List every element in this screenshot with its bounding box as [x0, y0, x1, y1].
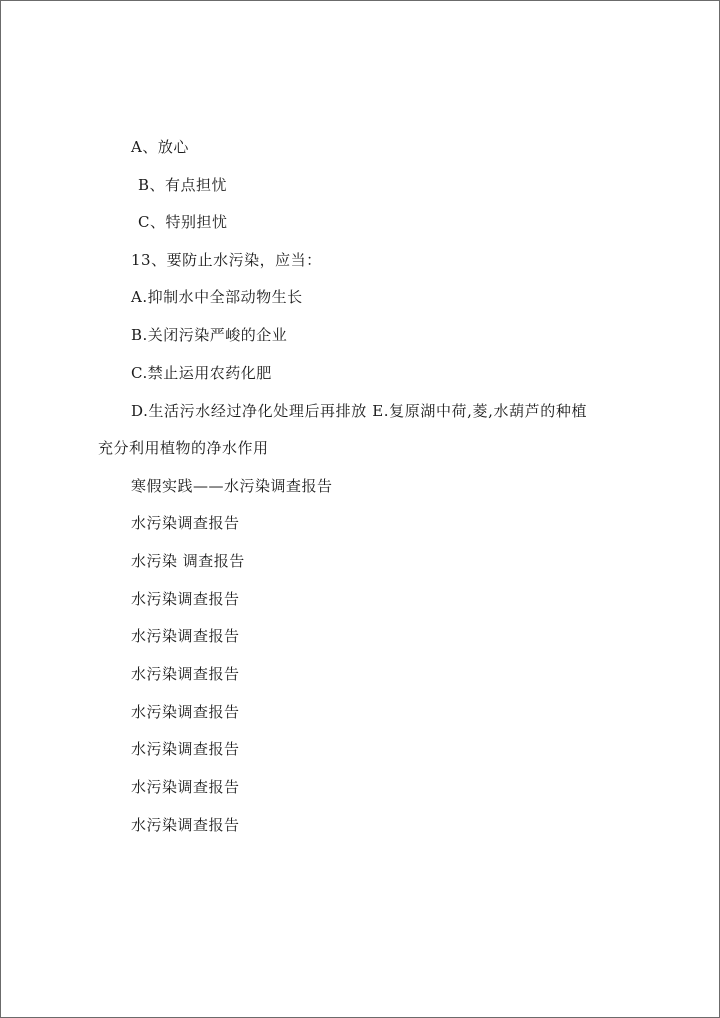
option-c: C、特别担忧	[138, 213, 228, 231]
report-title: 水污染调查报告	[131, 703, 240, 721]
report-title: 水污染调查报告	[131, 740, 240, 758]
report-title: 水污染调查报告	[131, 590, 240, 608]
question-13-choice-b: B.关闭污染严峻的企业	[131, 326, 288, 344]
report-title: 水污染 调查报告	[131, 552, 245, 570]
question-13-choice-a: A.抑制水中全部动物生长	[131, 288, 303, 306]
report-title: 水污染调查报告	[131, 514, 240, 532]
question-13-choice-d-e: D.生活污水经过净化处理后再排放 E.复原湖中荷,菱,水葫芦的种植	[131, 402, 588, 420]
option-b: B、有点担忧	[138, 176, 228, 194]
section-title: 寒假实践——水污染调查报告	[131, 477, 333, 495]
report-title: 水污染调查报告	[131, 665, 240, 683]
report-title: 水污染调查报告	[131, 627, 240, 645]
question-13-choice-c: C.禁止运用农药化肥	[131, 364, 272, 382]
option-a: A、放心	[131, 138, 189, 156]
report-title: 水污染调查报告	[131, 778, 240, 796]
question-13-choice-e-continued: 充分利用植物的净水作用	[98, 439, 269, 457]
report-title: 水污染调查报告	[131, 816, 240, 834]
question-13-stem: 13、要防止水污染，应当：	[131, 251, 322, 269]
